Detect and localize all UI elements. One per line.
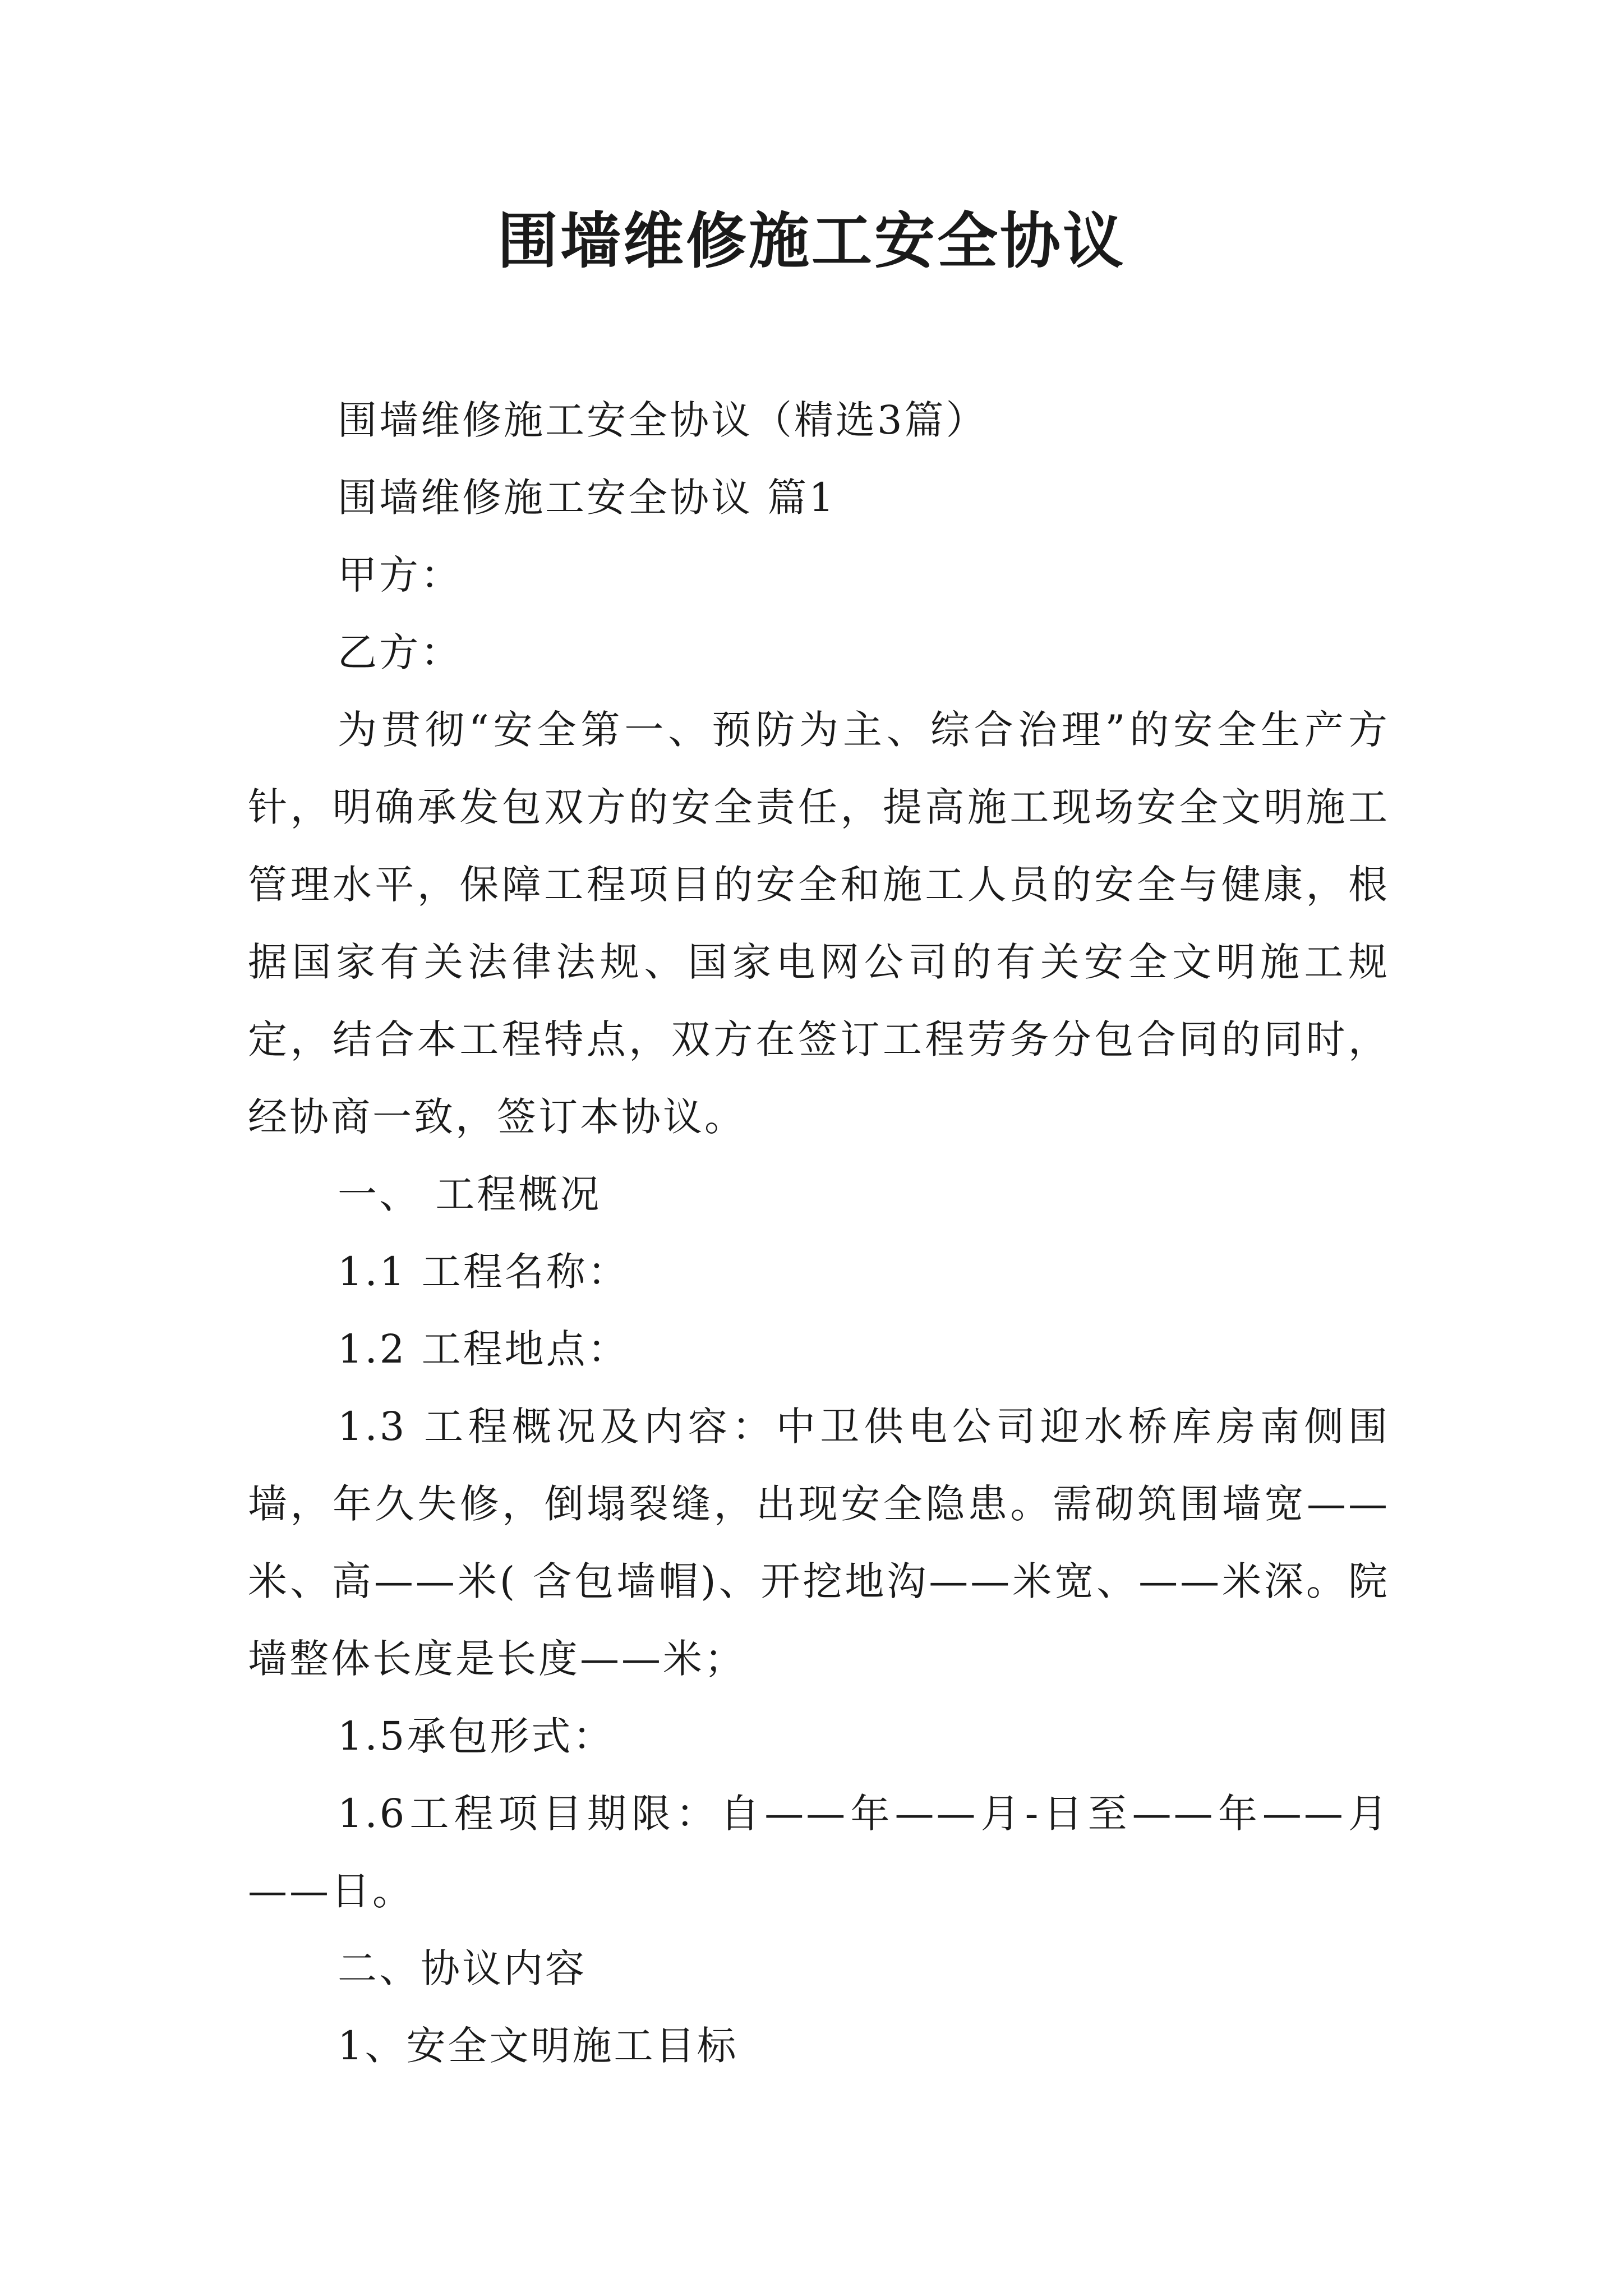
item-1-2: 1.2 工程地点： [338,1326,629,1372]
document-body [248,381,1390,2085]
party-b-line: 乙方： [338,629,462,675]
item-1-3: 1.3 工程概况及内容：中卫供电公司迎水桥库房南侧围墙，年久失修，倒塌裂缝，出现安全隐患。需砌筑围墙宽——米、高——米( 含包墙帽)、开挖地沟——米宽、——米深。院墙整体长度是长度——米； [248,1404,1390,1682]
intro-paragraph: 为贯彻“安全第一、预防为主、综合治理”的安全生产方针，明确承发包双方的安全责任，提高施工现场安全文明施工管理水平，保障工程项目的安全和施工人员的安全与健康，根据国家有关法律法规、国家电网公司的有关安全文明施工规定，结合本工程特点，双方在签订工程劳务分包合同的同时，经协商一致，签订本协议。 [248,707,1390,1140]
document-title: 围墙维修施工安全协议 [497,206,1126,277]
item-safety-goal: 1、安全文明施工目标 [338,2023,739,2069]
party-a-line: 甲方： [338,552,462,598]
heading-agreement-content: 二、协议内容 [338,1945,587,1991]
item-1-5: 1.5承包形式： [338,1713,615,1759]
heading-project-overview: 一、 工程概况 [338,1171,602,1217]
subtitle-line: 围墙维修施工安全协议（精选3篇） [338,397,988,443]
item-1-1: 1.1 工程名称： [338,1249,629,1295]
section-heading: 围墙维修施工安全协议 篇1 [338,475,836,521]
item-1-6: 1.6工程项目期限：自——年——月-日至——年——月——日。 [248,1791,1390,1914]
